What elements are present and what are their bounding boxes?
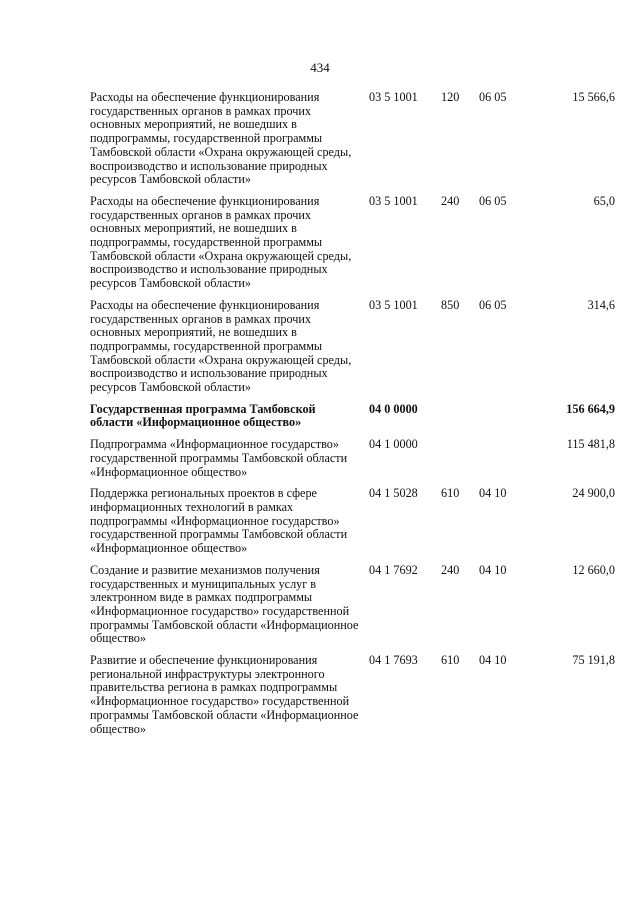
page-number: 434 bbox=[310, 60, 330, 75]
row-target-code-cell: 04 1 7692 bbox=[369, 562, 418, 577]
row-name-cell: Создание и развитие механизмов получения государственных и муниципальных услуг в электронном виде в рамках подпрограммы «Информационное государство» государственной программы Тамбовской области «Информационное общество» bbox=[90, 562, 359, 646]
row-amount-cell: 115 481,8 bbox=[566, 437, 615, 452]
row-amount-cell: 24 900,0 bbox=[572, 486, 615, 501]
row-amount-cell: 314,6 bbox=[587, 297, 615, 312]
row-amount-cell: 75 191,8 bbox=[572, 653, 615, 668]
row-target-code-cell: 04 1 5028 bbox=[369, 486, 418, 501]
row-name-cell: Развитие и обеспечение функционирования региональной инфраструктуры электронного правительства региона в рамках подпрограммы «Информационное государство» государственной программы Тамбовской области «Информационное общество» bbox=[90, 653, 359, 736]
row-name-cell: Поддержка региональных проектов в сфере информационных технологий в рамках подпрограммы «Информационное государство» государственной программы Тамбовской области «Информационное общество» bbox=[90, 486, 348, 556]
row-target-code-cell: 04 0 0000 bbox=[369, 401, 418, 416]
table-row bbox=[90, 487, 615, 564]
row-name-cell: Государственная программа Тамбовской области «Информационное общество» bbox=[90, 401, 316, 430]
row-target-code-cell: 04 1 0000 bbox=[369, 437, 418, 452]
row-section-cell bbox=[477, 438, 535, 487]
row-section-cell: 04 10 bbox=[479, 562, 507, 577]
table-row bbox=[90, 195, 615, 299]
row-expense-type-cell: 610 bbox=[441, 653, 460, 668]
table-row bbox=[90, 299, 615, 403]
row-amount-cell: 15 566,6 bbox=[572, 90, 615, 104]
row-expense-type-cell: 120 bbox=[441, 90, 460, 104]
row-target-code-cell: 03 5 1001 bbox=[369, 297, 418, 312]
row-expense-type-cell: 240 bbox=[441, 193, 460, 208]
row-section-cell bbox=[477, 403, 535, 438]
row-target-code-cell: 03 5 1001 bbox=[369, 90, 418, 104]
row-name-cell: Расходы на обеспечение функционирования государственных органов в рамках прочих основных мероприятий, не вошедших в подпрограммы, государственной программы Тамбовской области «Охрана окружающей среды, воспроизводство и использование природных ресурсов Тамбовской области» bbox=[90, 193, 352, 291]
row-section-cell: 04 10 bbox=[479, 486, 507, 501]
row-name-cell: Расходы на обеспечение функционирования государственных органов в рамках прочих основных мероприятий, не вошедших в подпрограммы, государственной программы Тамбовской области «Охрана окружающей среды, воспроизводство и использование природных ресурсов Тамбовской области» bbox=[90, 90, 352, 187]
row-expense-type-cell: 610 bbox=[441, 486, 460, 501]
table-row bbox=[90, 654, 615, 744]
row-section-cell: 06 05 bbox=[479, 90, 507, 104]
row-expense-type-cell: 850 bbox=[441, 297, 460, 312]
row-name-cell: Расходы на обеспечение функционирования государственных органов в рамках прочих основных мероприятий, не вошедших в подпрограммы, государственной программы Тамбовской области «Охрана окружающей среды, воспроизводство и использование природных ресурсов Тамбовской области» bbox=[90, 297, 352, 395]
row-section-cell: 06 05 bbox=[479, 297, 507, 312]
budget-table bbox=[90, 91, 615, 744]
row-name-cell: Подпрограмма «Информационное государство» государственной программы Тамбовской области «Информационное общество» bbox=[90, 437, 348, 479]
row-target-code-cell: 03 5 1001 bbox=[369, 193, 418, 208]
table-row bbox=[90, 91, 615, 195]
row-expense-type-cell bbox=[439, 438, 477, 487]
row-target-code-cell: 04 1 7693 bbox=[369, 653, 418, 668]
budget-table-body bbox=[90, 91, 615, 744]
row-section-cell: 06 05 bbox=[479, 193, 507, 208]
row-amount-cell: 65,0 bbox=[593, 193, 615, 208]
row-amount-cell: 12 660,0 bbox=[572, 562, 615, 577]
table-row bbox=[90, 403, 615, 438]
row-amount-cell: 156 664,9 bbox=[566, 401, 615, 416]
row-section-cell: 04 10 bbox=[479, 653, 507, 668]
row-expense-type-cell: 240 bbox=[441, 562, 460, 577]
row-expense-type-cell bbox=[439, 403, 477, 438]
table-row bbox=[90, 438, 615, 487]
table-row bbox=[90, 564, 615, 654]
